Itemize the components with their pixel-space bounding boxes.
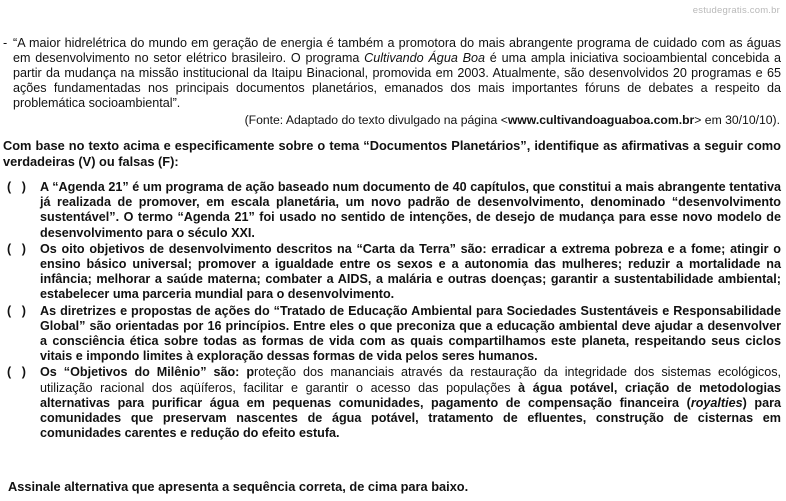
statement-4-plain: roteção dos mananciais através da restauração da integridade dos sistemas ecológicos, utilização racional dos aqüíferos, facilitar e garantir o acesso das populações: [40, 365, 782, 395]
source-url: www.cultivandoaguaboa.com.br: [507, 113, 695, 127]
closing-instruction: Assinale alternativa que apresenta a sequência correta, de cima para baixo.: [8, 479, 469, 494]
quote-part-2: é uma ampla iniciativa socioambiental concebida a partir da mudança na missão institucional da Itaipu Binacional, promovida em 2003. Atualmente, são desenvolvidos 20 programas e 65 ações fundamentadas nos principais documentos planetários, emanados dos mais importantes fóruns de debates a respeito da problemática socioambiental”.: [13, 51, 781, 110]
answer-blank-3: ( ): [7, 303, 26, 318]
statement-list: [3, 180, 781, 442]
statement-4-bold-1: à água potável, criação de metodologias alternativas para purificar água em pequenas comunidades, pagamento de compensação financeira (: [40, 380, 781, 410]
answer-blank-2: ( ): [7, 241, 26, 256]
program-name: Cultivando Água Boa: [364, 51, 486, 65]
source-citation: [245, 113, 780, 128]
statement-item-2: [3, 242, 781, 303]
statement-4-bold-2: ) para comunidades que preservam nascentes de água potável, tratamento de efluentes, construção de cisternas em comunidades carentes e redução do efeito estufa.: [40, 395, 782, 441]
answer-blank-1: ( ): [7, 180, 26, 194]
statement-item-3: [3, 304, 781, 365]
statement-item-4: [3, 365, 781, 441]
source-suffix: > em 30/10/10).: [694, 113, 780, 127]
statement-text-3: As diretrizes e propostas de ações do “Tratado de Educação Ambiental para Sociedades Sustentáveis e Responsabilidade Global” são orientadas por 16 princípios. Entre eles o que preconiza que a educação ambiental deve ajudar a desenvolver a consciência ética sobre todas as formas de vida com as quais compartilhamos este planeta, respeitando seus ciclos vitais e impondo limites à exploração dessas formas de vida pelos seres humanos.: [40, 303, 781, 364]
question-statement: Com base no texto acima e especificamente sobre o tema “Documentos Planetários”, identifique as afirmativas a seguir como verdadeiras (V) ou falsas (F):: [3, 138, 781, 169]
statement-text-1: A “Agenda 21” é um programa de ação baseado num documento de 40 capítulos, que constitui a mais abrangente tentativa já realizada de promover, em escala planetária, um novo padrão de desenvolvimento, denominado “desenvolvimento sustentável”. O termo “Agenda 21” foi usado no sentido de intenções, de desejo de mudança para esse novo modelo de desenvolvimento para o século XXI.: [40, 180, 781, 240]
statement-item-1: [3, 180, 781, 241]
quote-bullet: -: [3, 36, 8, 50]
statement-4-lead: Os “Objetivos do Milênio” são: p: [40, 365, 255, 380]
statement-text-4: [40, 365, 781, 441]
statement-text-2: Os oito objetivos de desenvolvimento descritos na “Carta da Terra” são: erradicar a extrema pobreza e a fome; atingir o ensino básico universal; promover a igualdade entre os sexos e a autonomia das mulheres; reduzir a mortalidade na infância; melhorar a saúde materna; combater a AIDS, a malária e outras doenças; garantir a sustentabilidade ambiental; estabelecer uma parceria mundial para o desenvolvimento.: [40, 241, 781, 302]
statement-4-italic: royalties: [690, 395, 743, 410]
answer-blank-4: ( ): [7, 365, 26, 380]
watermark: estudegratis.com.br: [692, 5, 780, 16]
quote-text: [13, 36, 781, 111]
source-prefix: (Fonte: Adaptado do texto divulgado na página <: [244, 113, 508, 127]
quote-part-1: “A maior hidrelétrica do mundo em geração de energia é também a promotora do mais abrangente programa de cuidado com as águas em desenvolvimento no setor elétrico brasileiro. O programa: [13, 36, 781, 65]
quoted-text-block: [3, 36, 781, 111]
